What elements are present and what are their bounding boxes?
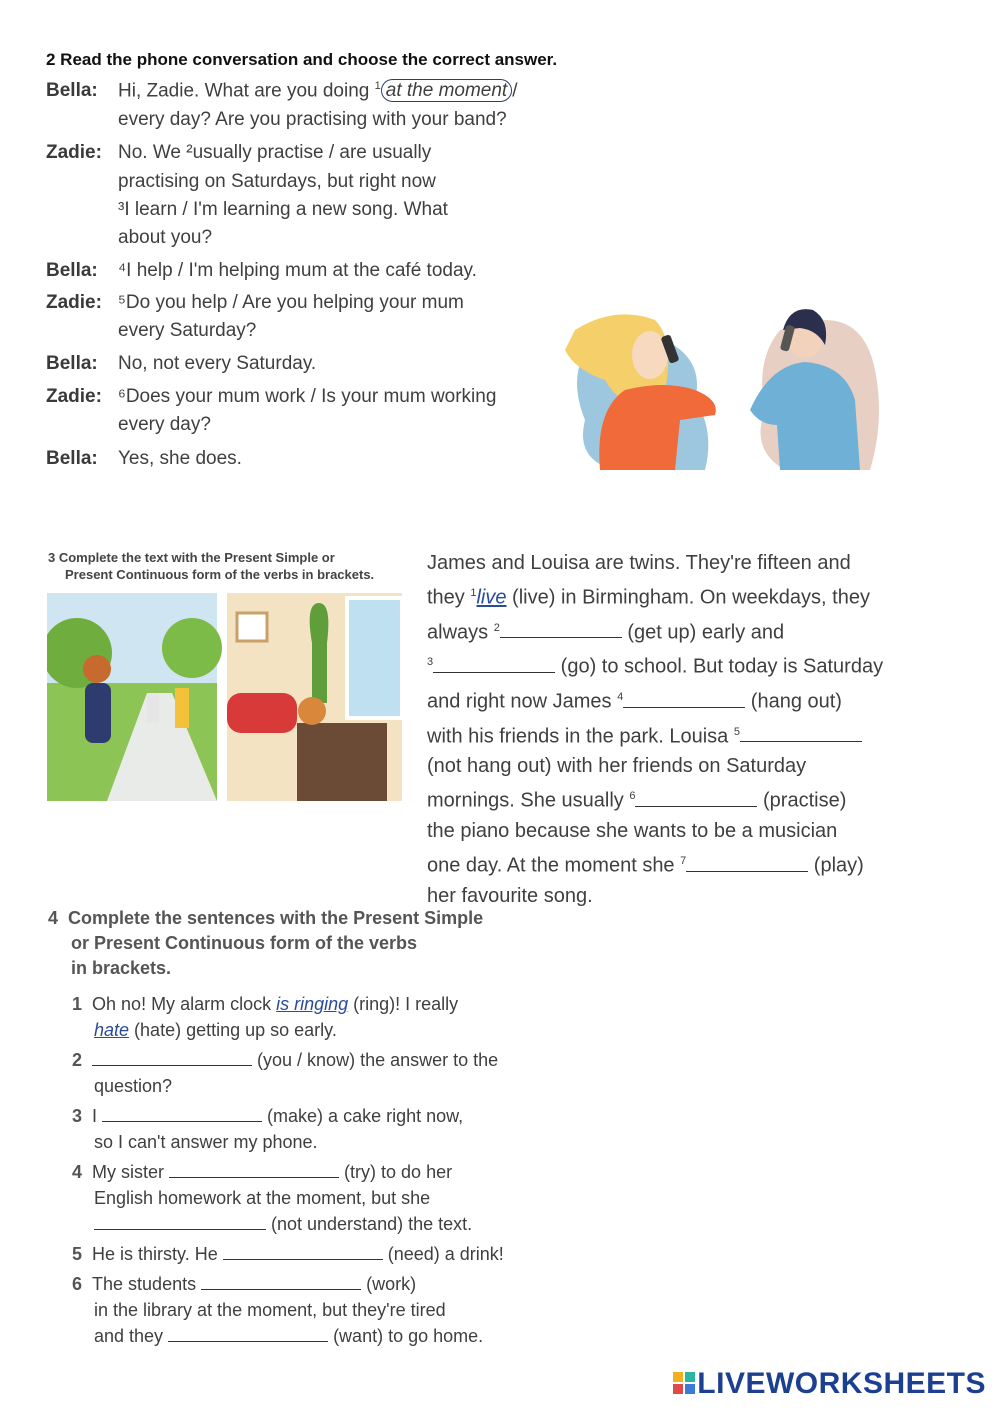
- text-line: they $^1$live (live) in Birmingham. On weekdays, they: [427, 586, 870, 609]
- text-line: with his friends in the park. Louisa $^5$: [427, 717, 883, 752]
- dialogue-text: every day? Are you practising with your band?: [118, 109, 507, 130]
- sentence-1-line-2: hate (hate) getting up so early.: [94, 1020, 337, 1040]
- picture-frame: [237, 613, 267, 641]
- liveworksheets-logo: [673, 1367, 986, 1402]
- answer-blank-s4b[interactable]: [94, 1215, 266, 1230]
- exercise-4-title-line: Complete the sentences with the Present Simple: [68, 908, 484, 928]
- dialogue-line: [46, 448, 242, 470]
- girl-hair: [298, 697, 326, 725]
- twins-illustration: [47, 593, 402, 801]
- text-line: mornings. She usually $^6$ (practise): [427, 789, 847, 812]
- dialogue-text[interactable]: ³I learn / I'm learning a new song. What: [118, 199, 448, 220]
- answer-blank-s2[interactable]: [92, 1051, 252, 1066]
- example-answer: live: [476, 586, 507, 609]
- dialogue-text: /: [512, 80, 518, 102]
- sentence-2-line-2: question?: [94, 1076, 173, 1096]
- answer-blank-s5[interactable]: [223, 1245, 383, 1260]
- exercise-3-title-line: 3 Complete the text with the Present Simple or: [48, 550, 335, 565]
- speaker-label: Zadie:: [46, 142, 102, 163]
- speaker-label: Bella:: [46, 353, 98, 374]
- answer-blank-7[interactable]: [686, 857, 808, 872]
- dialogue-text: Yes, she does.: [118, 448, 242, 469]
- item-number: 6: [629, 790, 636, 803]
- speaker-label: Zadie:: [46, 386, 102, 407]
- text-line: the piano because she wants to be a musician: [427, 819, 838, 842]
- text-line: and right now James $^4$ (hang out): [427, 690, 842, 713]
- exercise-4-title: [48, 906, 483, 981]
- dialogue-text: every day?: [118, 414, 211, 435]
- sentence-4: 4 My sister (try) to do her: [72, 1162, 453, 1182]
- sentence-4-line-3: (not understand) the text.: [94, 1214, 472, 1235]
- speaker-label: Zadie:: [46, 292, 102, 313]
- speaker-label: Bella:: [46, 80, 98, 101]
- dialogue-line: [46, 353, 317, 375]
- answer-blank-s3[interactable]: [102, 1107, 262, 1122]
- boy-hair: [83, 655, 111, 683]
- dialogue-text[interactable]: ⁴I help / I'm helping mum at the café today.: [118, 260, 477, 281]
- answer-blank-5[interactable]: [740, 727, 862, 742]
- example-answer: hate: [94, 1020, 130, 1040]
- exercise-4-title-line: in brackets.: [71, 958, 172, 978]
- dialogue-text: practising on Saturdays, but right now: [118, 171, 436, 192]
- tree: [162, 618, 222, 678]
- dialogue-text[interactable]: ⁶Does your mum work / Is your mum working: [118, 386, 497, 407]
- sentence-5: 5 He is thirsty. He (need) a drink!: [72, 1244, 504, 1264]
- sentence-6-line-2: in the library at the moment, but they're tired: [94, 1300, 446, 1320]
- dialogue-text: about you?: [118, 227, 213, 248]
- answer-blank-3[interactable]: [433, 658, 555, 673]
- piano: [297, 723, 387, 801]
- exercise-4-title-line: or Present Continuous form of the verbs: [71, 933, 418, 953]
- dialogue-text: Hi, Zadie. What are you doing: [118, 80, 375, 102]
- example-answer: is ringing: [276, 994, 349, 1014]
- answer-blank-4[interactable]: [623, 693, 745, 708]
- sentence-4-line-2: English homework at the moment, but she: [94, 1188, 431, 1208]
- text-line: her favourite song.: [427, 884, 593, 907]
- dialogue-text[interactable]: No. We ²usually practise / are usually: [118, 142, 432, 163]
- boy-striped-shirt: [85, 683, 111, 743]
- dialogue-text[interactable]: ⁵Do you help / Are you helping your mum: [118, 292, 464, 313]
- exercise-3-title: [48, 549, 374, 583]
- sentence-1: 1 Oh no! My alarm clock is ringing (ring)! I really: [72, 994, 459, 1014]
- dialogue-text: No, not every Saturday.: [118, 353, 317, 374]
- item-number: 4: [617, 690, 624, 703]
- friend-shirt: [175, 688, 189, 728]
- text-line: always $^2$ (get up) early and: [427, 621, 785, 644]
- friend-shirt: [147, 693, 159, 723]
- cactus-plant: [310, 603, 329, 703]
- answer-blank-s6b[interactable]: [168, 1327, 328, 1342]
- logo-grid-icon: [673, 1368, 695, 1402]
- dialogue-line: [46, 80, 518, 102]
- dialogue-line: [46, 386, 497, 408]
- speaker-label: Bella:: [46, 260, 98, 281]
- text-line: $^3$ (go) to school. But today is Saturday: [427, 655, 884, 678]
- text-line: James and Louisa are twins. They're fifteen and: [427, 552, 851, 574]
- answer-choice-circled[interactable]: at the moment: [381, 79, 512, 102]
- text-line: one day. At the moment she $^7$ (play): [427, 854, 864, 877]
- sentence-2: 2 (you / know) the answer to the: [72, 1050, 499, 1070]
- answer-blank-6[interactable]: [635, 792, 757, 807]
- item-number: 1: [470, 587, 477, 599]
- speaker-label: Bella:: [46, 448, 98, 469]
- sentence-3: 3 I (make) a cake right now,: [72, 1106, 464, 1126]
- item-number: 1: [374, 80, 381, 92]
- item-number: 2: [493, 621, 500, 634]
- exercise-3-text: [427, 548, 883, 911]
- item-number: 7: [680, 854, 687, 867]
- phone-call-illustration: [555, 300, 885, 475]
- dialogue-line: [46, 260, 477, 282]
- red-sofa: [227, 693, 297, 733]
- dialogue-line: [46, 142, 432, 164]
- dialogue-text: every Saturday?: [118, 320, 257, 341]
- answer-blank-2[interactable]: [500, 623, 622, 638]
- answer-blank-s6a[interactable]: [201, 1275, 361, 1290]
- item-number: 3: [427, 656, 434, 669]
- exercise-number: 4: [48, 908, 59, 928]
- logo-text: LIVEWORKSHEETS: [697, 1366, 986, 1400]
- text-line: (not hang out) with her friends on Saturday: [427, 755, 807, 778]
- window: [347, 598, 402, 718]
- exercise-3-title-line: Present Continuous form of the verbs in brackets.: [65, 567, 375, 582]
- dialogue-line: [46, 292, 464, 314]
- exercise-2-title: 2 Read the phone conversation and choose the correct answer.: [46, 50, 558, 69]
- sentence-3-line-2: so I can't answer my phone.: [94, 1132, 318, 1152]
- item-number: 5: [733, 725, 740, 738]
- answer-blank-s4a[interactable]: [169, 1163, 339, 1178]
- sentence-6-line-3: and they (want) to go home.: [94, 1326, 484, 1346]
- sentence-6: 6 The students (work): [72, 1274, 417, 1294]
